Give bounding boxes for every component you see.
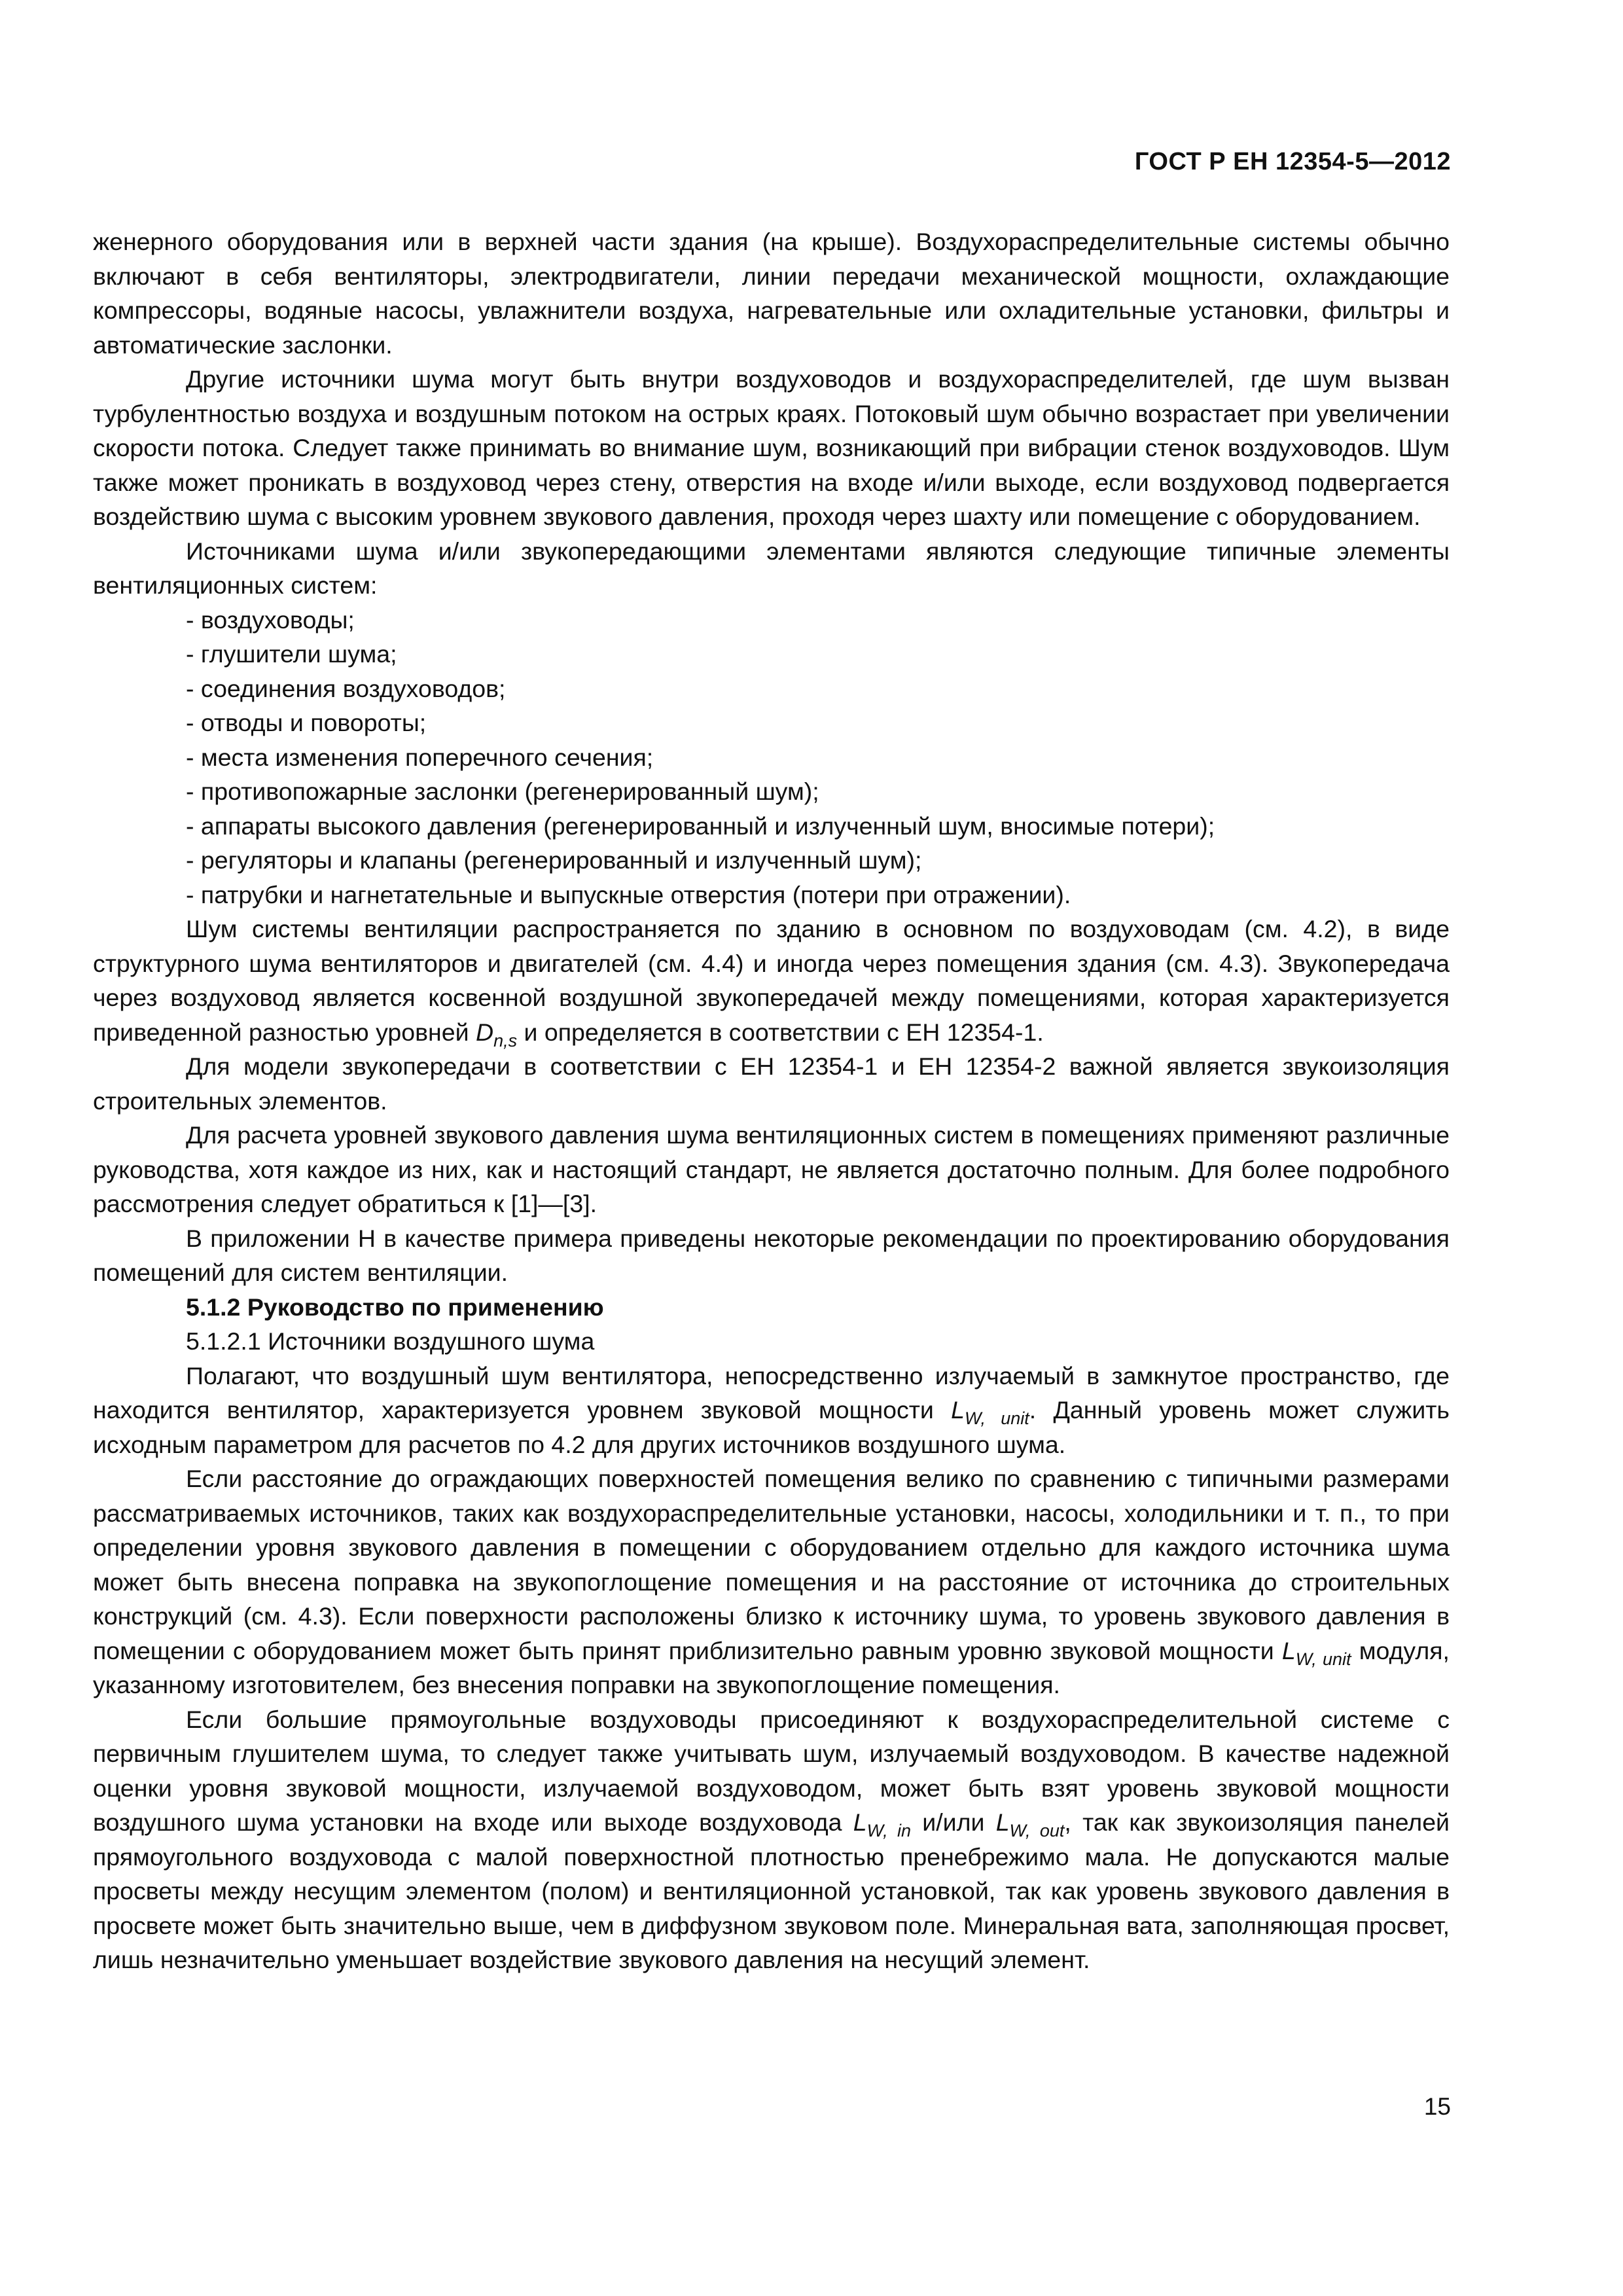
paragraph-text: Если расстояние до ограждающих поверхностей помещения велико по сравнению с типичными размерами рассматриваемых источников, таких как воздухораспределительные установки, насосы, холодильники и т. п., то при определении уровня звукового давления в помещении с оборудованием отдельно для каждого источника шума может быть внесена поправка на звукопоглощение помещения и на расстояние от источника до строительных конструкций (см. 4.3). Если поверхности расположены близко к источнику шума, то уровень звукового давления в помещении с оборудованием может быть принят приблизительно равным уровню звуковой мощности [93, 1465, 1450, 1664]
paragraph: Для модели звукопередачи в соответствии с ЕН 12354-1 и ЕН 12354-2 важной является звукоизоляция строительных элементов. [93, 1052, 1450, 1115]
paragraph [93, 912, 1450, 1049]
list-item: - регуляторы и клапаны (регенерированный и излученный шум); [186, 846, 922, 874]
subsection-heading: 5.1.2.1 Источники воздушного шума [186, 1327, 595, 1355]
list-item: - глушители шума; [186, 640, 397, 668]
paragraph-text: Если большие прямоугольные воздуховоды присоединяют к воздухораспределительной системе с первичным глушителем шума, то следует также учитывать шум, излучаемый воздуховодом. В качестве надежной оценки уровня звуковой мощности, излучаемой воздуховодом, может быть взят уровень звуковой мощности воздушного шума установки на входе или выходе воздуховода [93, 1705, 1450, 1836]
list-item: - места изменения поперечного сечения; [186, 743, 654, 771]
standard-header: ГОСТ Р ЕН 12354-5—2012 [1134, 148, 1451, 175]
paragraph [93, 1702, 1450, 1977]
page-number: 15 [1423, 2093, 1451, 2120]
paragraph: Другие источники шума могут быть внутри воздуховодов и воздухораспределителей, где шум вызван турбулентностью воздуха и воздушным потоком на острых краях. Потоковый шум обычно возрастает при увеличении скорости потока. Следует также принимать во внимание шум, возникающий при вибрации стенок воздуховодов. Шум также может проникать в воздуховод через стену, отверстия на входе и/или выходе, если воздуховод подвергается воздействию шума с высоким уровнем звукового давления, проходя через шахту или помещение с оборудованием. [93, 365, 1450, 530]
symbol-subscript: n,s [493, 1030, 518, 1050]
paragraph-text: Шум системы вентиляции распространяется по зданию в основном по воздуховодам (см. 4.2), в виде структурного шума вентиляторов и двигателей (см. 4.4) и иногда через помещения здания (см. 4.3). Звукопередача через воздуховод является косвенной воздушной звукопередачей между помещениями, которая характеризуется приведенной разностью уровней [93, 915, 1450, 1046]
list-item: - воздуховоды; [186, 605, 355, 634]
paragraph-text: . Данный уровень может служить исходным параметром для расчетов по 4.2 для других источников воздушного шума. [93, 1396, 1450, 1458]
symbol-d: D [475, 1018, 494, 1046]
paragraph: Для расчета уровней звукового давления шума вентиляционных систем в помещениях применяют различные руководства, хотя каждое из них, как и настоящий стандарт, не является достаточно полным. Для более подробного рассмотрения следует обратиться к [1]—[3]. [93, 1121, 1450, 1217]
paragraph-text: и/или [911, 1808, 996, 1836]
list-item: - противопожарные заслонки (регенерированный шум); [186, 778, 819, 805]
symbol-l: L [951, 1396, 965, 1424]
paragraph-text: модуля, указанному изготовителем, без внесения поправки на звукопоглощение помещения. [93, 1636, 1450, 1698]
paragraph [93, 1359, 1450, 1462]
list-item: - аппараты высокого давления (регенерированный и излученный шум, вносимые потери); [186, 812, 1215, 840]
body-text [93, 224, 1450, 1977]
paragraph: В приложении Н в качестве примера приведены некоторые рекомендации по проектированию оборудования помещений для систем вентиляции. [93, 1224, 1450, 1286]
symbol-subscript: W, in [866, 1821, 911, 1840]
list-item: - соединения воздуховодов; [186, 674, 506, 702]
symbol-l: L [853, 1808, 867, 1836]
paragraph: женерного оборудования или в верхней части здания (на крыше). Воздухораспределительные системы обычно включают в себя вентиляторы, электродвигатели, линии передачи механической мощности, охлаждающие компрессоры, водяные насосы, увлажнители воздуха, нагревательные или охладительные установки, фильтры и автоматические заслонки. [93, 228, 1450, 359]
symbol-l: L [995, 1808, 1010, 1836]
paragraph-text: , так как звукоизоляция панелей прямоугольного воздуховода с малой поверхностной плотностью пренебрежимо мала. Не допускаются малые просветы между несущим элементом (полом) и вентиляционной установкой, так как уровень звукового давления в просвете может быть значительно выше, чем в диффузном звуковом поле. Минеральная вата, заполняющая просвет, лишь незначительно уменьшает воздействие звукового давления на несущий элемент. [93, 1808, 1450, 1973]
section-heading: 5.1.2 Руководство по применению [186, 1293, 604, 1321]
paragraph: Источниками шума и/или звукопередающими элементами являются следующие типичные элементы вентиляционных систем: [93, 537, 1450, 599]
symbol-subscript: W, unit [964, 1408, 1029, 1428]
symbol-l: L [1281, 1636, 1296, 1664]
paragraph-text: и определяется в соответствии с ЕН 12354-1. [517, 1018, 1044, 1046]
symbol-subscript: W, out [1009, 1821, 1065, 1840]
list-item: - патрубки и нагнетательные и выпускные отверстия (потери при отражении). [186, 880, 1071, 908]
paragraph [93, 1462, 1450, 1702]
symbol-subscript: W, unit [1295, 1649, 1351, 1669]
list-item: - отводы и повороты; [186, 709, 427, 736]
paragraph-text: Полагают, что воздушный шум вентилятора, непосредственно излучаемый в замкнутое пространство, где находится вентилятор, характеризуется уровнем звуковой мощности [93, 1361, 1450, 1424]
